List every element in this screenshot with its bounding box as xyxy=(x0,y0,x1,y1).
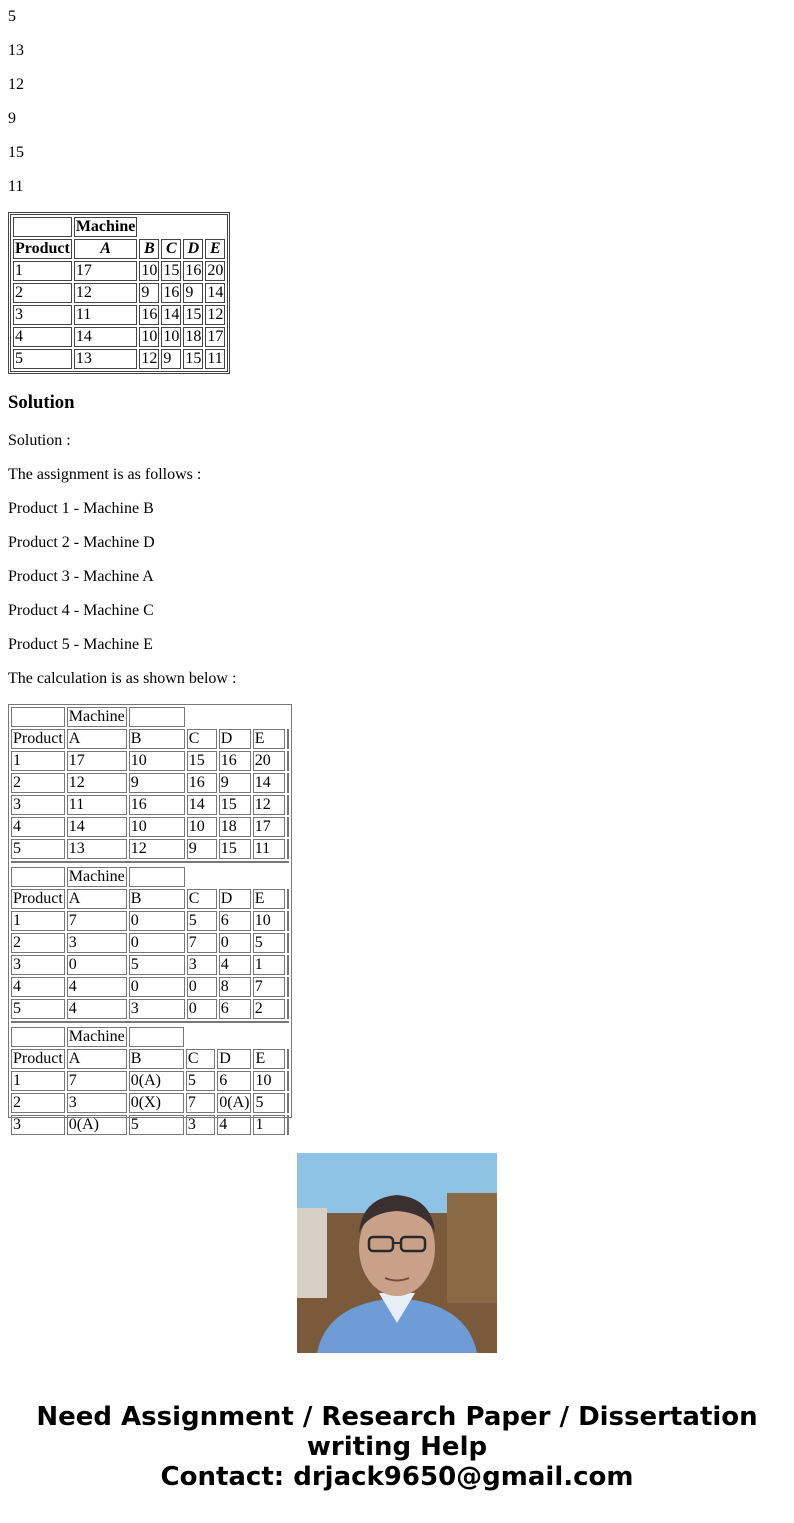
table-cell: 16 xyxy=(141,306,158,323)
table-row xyxy=(11,977,289,997)
calculation-tables-frame[interactable] xyxy=(8,704,292,1133)
table-cell: 7 xyxy=(187,933,217,953)
table-cell: 14 xyxy=(67,817,127,837)
table-cell: 10 xyxy=(129,751,185,771)
table-cell: 5 xyxy=(187,911,217,931)
table-cell: 17 xyxy=(253,817,285,837)
table-cell: 16 xyxy=(185,262,202,279)
table-blank-cell xyxy=(129,867,185,887)
table-cell: 3 xyxy=(187,955,217,975)
table-cell: 7 xyxy=(67,1071,127,1091)
table-cell: 0(A) xyxy=(219,1094,250,1111)
table-cell: 2 xyxy=(11,1093,65,1113)
assignment-list xyxy=(8,500,786,654)
column-header: C xyxy=(187,729,217,749)
ad-line-3[interactable]: Contact: drjack9650@gmail.com xyxy=(160,1462,634,1492)
table-cell: 4 xyxy=(67,999,127,1019)
table-row xyxy=(11,911,289,931)
table-cell: 12 xyxy=(74,283,138,303)
table-cell: 3 xyxy=(11,1115,65,1135)
table-cell: 13 xyxy=(67,839,127,859)
table-cell: 9 xyxy=(161,349,181,369)
table-cell: 11 xyxy=(74,305,138,325)
table-corner-cell xyxy=(11,867,65,887)
table-cell: 9 xyxy=(183,283,203,303)
column-header: D xyxy=(183,239,203,259)
ad-line-2: writing Help xyxy=(306,1432,488,1462)
table-cell: 5 xyxy=(11,999,65,1019)
table-cell: 3 xyxy=(11,795,65,815)
table-edge-cell xyxy=(287,729,289,749)
table-row xyxy=(13,305,225,325)
table-cell: 15 xyxy=(219,795,251,815)
calculation-table xyxy=(9,705,291,861)
table-cell: 12 xyxy=(253,795,285,815)
leading-number: 12 xyxy=(8,76,24,93)
table-cell: 0 xyxy=(187,977,217,997)
table-row xyxy=(11,1071,289,1091)
column-header: A xyxy=(67,1049,127,1069)
table-group-header: Machine xyxy=(68,708,125,725)
column-header: E xyxy=(205,239,225,259)
column-header: D xyxy=(217,1049,251,1069)
column-header: E xyxy=(253,889,285,909)
table-cell: 16 xyxy=(163,284,180,301)
assignment-item: Product 2 - Machine D xyxy=(8,534,155,551)
column-header: Product xyxy=(15,240,70,257)
table-cell: 10 xyxy=(141,262,158,279)
column-header: A xyxy=(74,239,138,259)
column-header: A xyxy=(67,729,127,749)
table-edge-cell xyxy=(287,933,289,953)
table-row xyxy=(11,751,289,771)
table-cell: 6 xyxy=(217,1071,251,1091)
table-row xyxy=(11,955,289,975)
table-cell: 5 xyxy=(129,1115,184,1135)
table-cell: 10 xyxy=(129,817,185,837)
table-cell: 1 xyxy=(253,1115,285,1135)
table-cell: 9 xyxy=(139,283,159,303)
table-cell: 3 xyxy=(186,1115,215,1135)
table-group-header: Machine xyxy=(75,218,136,235)
table-group-header: Machine xyxy=(68,868,125,885)
leading-number: 11 xyxy=(8,178,24,195)
table-cell: 4 xyxy=(217,1115,251,1135)
table-cell: 5 xyxy=(11,839,65,859)
table-cell: 1 xyxy=(11,751,65,771)
table-cell: 15 xyxy=(185,350,202,367)
table-corner-cell xyxy=(11,1027,65,1047)
table-cell: 12 xyxy=(141,350,158,367)
column-header: E xyxy=(253,729,285,749)
table-cell: 14 xyxy=(187,795,217,815)
column-header: B xyxy=(139,239,159,259)
ad-line-1: Need Assignment / Research Paper / Dissertation xyxy=(36,1402,758,1432)
table-edge-cell xyxy=(287,795,289,815)
table-cell: 10 xyxy=(187,817,217,837)
avatar-photo-icon xyxy=(297,1153,497,1353)
table-cell: 18 xyxy=(219,817,251,837)
table-row xyxy=(13,349,225,369)
table-cell: 9 xyxy=(219,773,251,793)
table-cell: 3 xyxy=(13,305,72,325)
table-cell: 11 xyxy=(205,349,225,369)
table-cell: 0(A) xyxy=(129,1071,184,1091)
table-edge-cell xyxy=(287,817,289,837)
table-cell: 1 xyxy=(13,261,72,281)
table-cell: 3 xyxy=(67,933,127,953)
table-cell: 0 xyxy=(67,955,127,975)
problem-table xyxy=(8,212,230,374)
calculation-table xyxy=(9,1025,291,1137)
table-row xyxy=(11,1093,289,1113)
table-row xyxy=(11,933,289,953)
table-cell: 15 xyxy=(185,306,202,323)
assignment-intro: The assignment is as follows : xyxy=(8,466,202,483)
table-cell: 1 xyxy=(253,955,285,975)
table-cell: 0(A) xyxy=(67,1115,127,1135)
table-cell: 4 xyxy=(67,977,127,997)
table-cell: 17 xyxy=(67,751,127,771)
assignment-item: Product 3 - Machine A xyxy=(8,568,154,585)
column-header: A xyxy=(67,889,127,909)
assignment-item: Product 5 - Machine E xyxy=(8,636,153,653)
table-row xyxy=(11,795,289,815)
table-cell: 10 xyxy=(253,911,285,931)
table-cell: 15 xyxy=(187,751,217,771)
assignment-item: Product 4 - Machine C xyxy=(8,602,154,619)
table-cell: 14 xyxy=(163,306,180,323)
table-edge-cell xyxy=(287,839,289,859)
table-corner-cell xyxy=(11,707,65,727)
table-cell: 5 xyxy=(186,1071,215,1091)
table-cell: 5 xyxy=(13,349,72,369)
table-cell: 14 xyxy=(253,773,285,793)
advertisement-banner[interactable] xyxy=(0,1122,794,1523)
table-cell: 11 xyxy=(253,839,285,859)
table-cell: 0 xyxy=(219,933,251,953)
table-cell: 2 xyxy=(11,933,65,953)
table-cell: 4 xyxy=(219,955,251,975)
person-photo-icon xyxy=(297,1153,497,1353)
table-cell: 7 xyxy=(67,911,127,931)
column-header: D xyxy=(219,889,251,909)
table-cell: 20 xyxy=(253,751,285,771)
table-cell: 15 xyxy=(219,839,251,859)
table-cell: 16 xyxy=(187,773,217,793)
table-cell: 2 xyxy=(11,773,65,793)
table-cell: 10 xyxy=(141,328,158,345)
table-cell: 2 xyxy=(253,999,285,1019)
solution-text xyxy=(8,432,786,688)
calculation-intro: The calculation is as shown below : xyxy=(8,670,237,687)
table-blank-cell xyxy=(129,707,185,727)
table-cell: 0 xyxy=(129,933,185,953)
leading-number: 13 xyxy=(8,42,24,59)
column-header: Product xyxy=(13,890,63,907)
table-row xyxy=(11,839,289,859)
table-edge-cell xyxy=(287,977,289,997)
table-edge-cell xyxy=(287,1093,289,1113)
table-edge-cell xyxy=(287,751,289,771)
column-header: D xyxy=(219,729,251,749)
table-cell: 5 xyxy=(129,955,185,975)
table-cell: 0 xyxy=(187,999,217,1019)
table-cell: 15 xyxy=(163,262,180,279)
table-row xyxy=(11,999,289,1019)
table-cell: 3 xyxy=(67,1093,127,1113)
table-cell: 12 xyxy=(67,773,127,793)
table-cell: 5 xyxy=(253,933,285,953)
leading-number: 15 xyxy=(8,144,24,161)
table-cell: 10 xyxy=(163,328,180,345)
advertisement-text xyxy=(0,1402,794,1492)
table-cell: 4 xyxy=(11,977,65,997)
leading-number: 5 xyxy=(8,8,16,25)
table-corner-cell xyxy=(13,217,72,237)
solution-intro: Solution : xyxy=(8,432,71,449)
table-edge-cell xyxy=(287,911,289,931)
table-edge-cell xyxy=(287,955,289,975)
table-cell: 7 xyxy=(253,977,285,997)
table-cell: 17 xyxy=(207,328,224,345)
table-cell: 11 xyxy=(67,795,127,815)
leading-number: 9 xyxy=(8,110,16,127)
column-header: E xyxy=(253,1049,285,1069)
table-cell: 9 xyxy=(187,839,217,859)
table-cell: 14 xyxy=(207,284,224,301)
table-cell: 20 xyxy=(207,262,224,279)
table-cell: 0 xyxy=(129,911,185,931)
table-cell: 5 xyxy=(253,1093,285,1113)
table-cell: 3 xyxy=(129,999,185,1019)
table-edge-cell xyxy=(287,1049,289,1069)
column-header: C xyxy=(186,1049,215,1069)
column-header: C xyxy=(187,889,217,909)
table-row xyxy=(11,773,289,793)
calculation-table xyxy=(9,865,291,1021)
table-row xyxy=(13,327,225,347)
table-cell: 2 xyxy=(13,283,72,303)
table-cell: 1 xyxy=(11,911,65,931)
table-cell: 8 xyxy=(219,977,251,997)
table-cell: 0 xyxy=(129,977,185,997)
table-group-header: Machine xyxy=(68,1028,125,1045)
table-blank-cell xyxy=(129,1027,184,1047)
column-header: Product xyxy=(13,1050,63,1067)
leading-number-list xyxy=(8,0,786,196)
table-cell: 16 xyxy=(219,751,251,771)
table-cell: 1 xyxy=(11,1071,65,1091)
table-edge-cell xyxy=(287,773,289,793)
table-cell: 4 xyxy=(13,327,72,347)
column-header: Product xyxy=(13,730,63,747)
table-cell: 7 xyxy=(186,1093,215,1113)
table-cell: 4 xyxy=(11,817,65,837)
table-row xyxy=(13,283,225,303)
table-cell: 18 xyxy=(185,328,202,345)
column-header: B xyxy=(129,889,185,909)
solution-heading: Solution xyxy=(8,392,75,413)
column-header: B xyxy=(129,1049,184,1069)
table-cell: 10 xyxy=(253,1071,285,1091)
column-header: C xyxy=(161,239,181,259)
table-edge-cell xyxy=(287,999,289,1019)
table-cell: 17 xyxy=(74,261,138,281)
table-cell: 16 xyxy=(129,795,185,815)
table-cell: 13 xyxy=(74,349,138,369)
table-cell: 6 xyxy=(219,999,251,1019)
column-header: B xyxy=(129,729,185,749)
table-cell: 6 xyxy=(219,911,251,931)
table-cell: 9 xyxy=(129,773,185,793)
table-cell: 0(X) xyxy=(129,1093,184,1113)
table-edge-cell xyxy=(287,889,289,909)
table-row xyxy=(13,261,225,281)
table-row xyxy=(11,817,289,837)
table-cell: 12 xyxy=(207,306,224,323)
table-cell: 3 xyxy=(11,955,65,975)
table-cell: 14 xyxy=(74,327,138,347)
assignment-item: Product 1 - Machine B xyxy=(8,500,154,517)
table-edge-cell xyxy=(287,1071,289,1091)
table-cell: 12 xyxy=(129,839,185,859)
